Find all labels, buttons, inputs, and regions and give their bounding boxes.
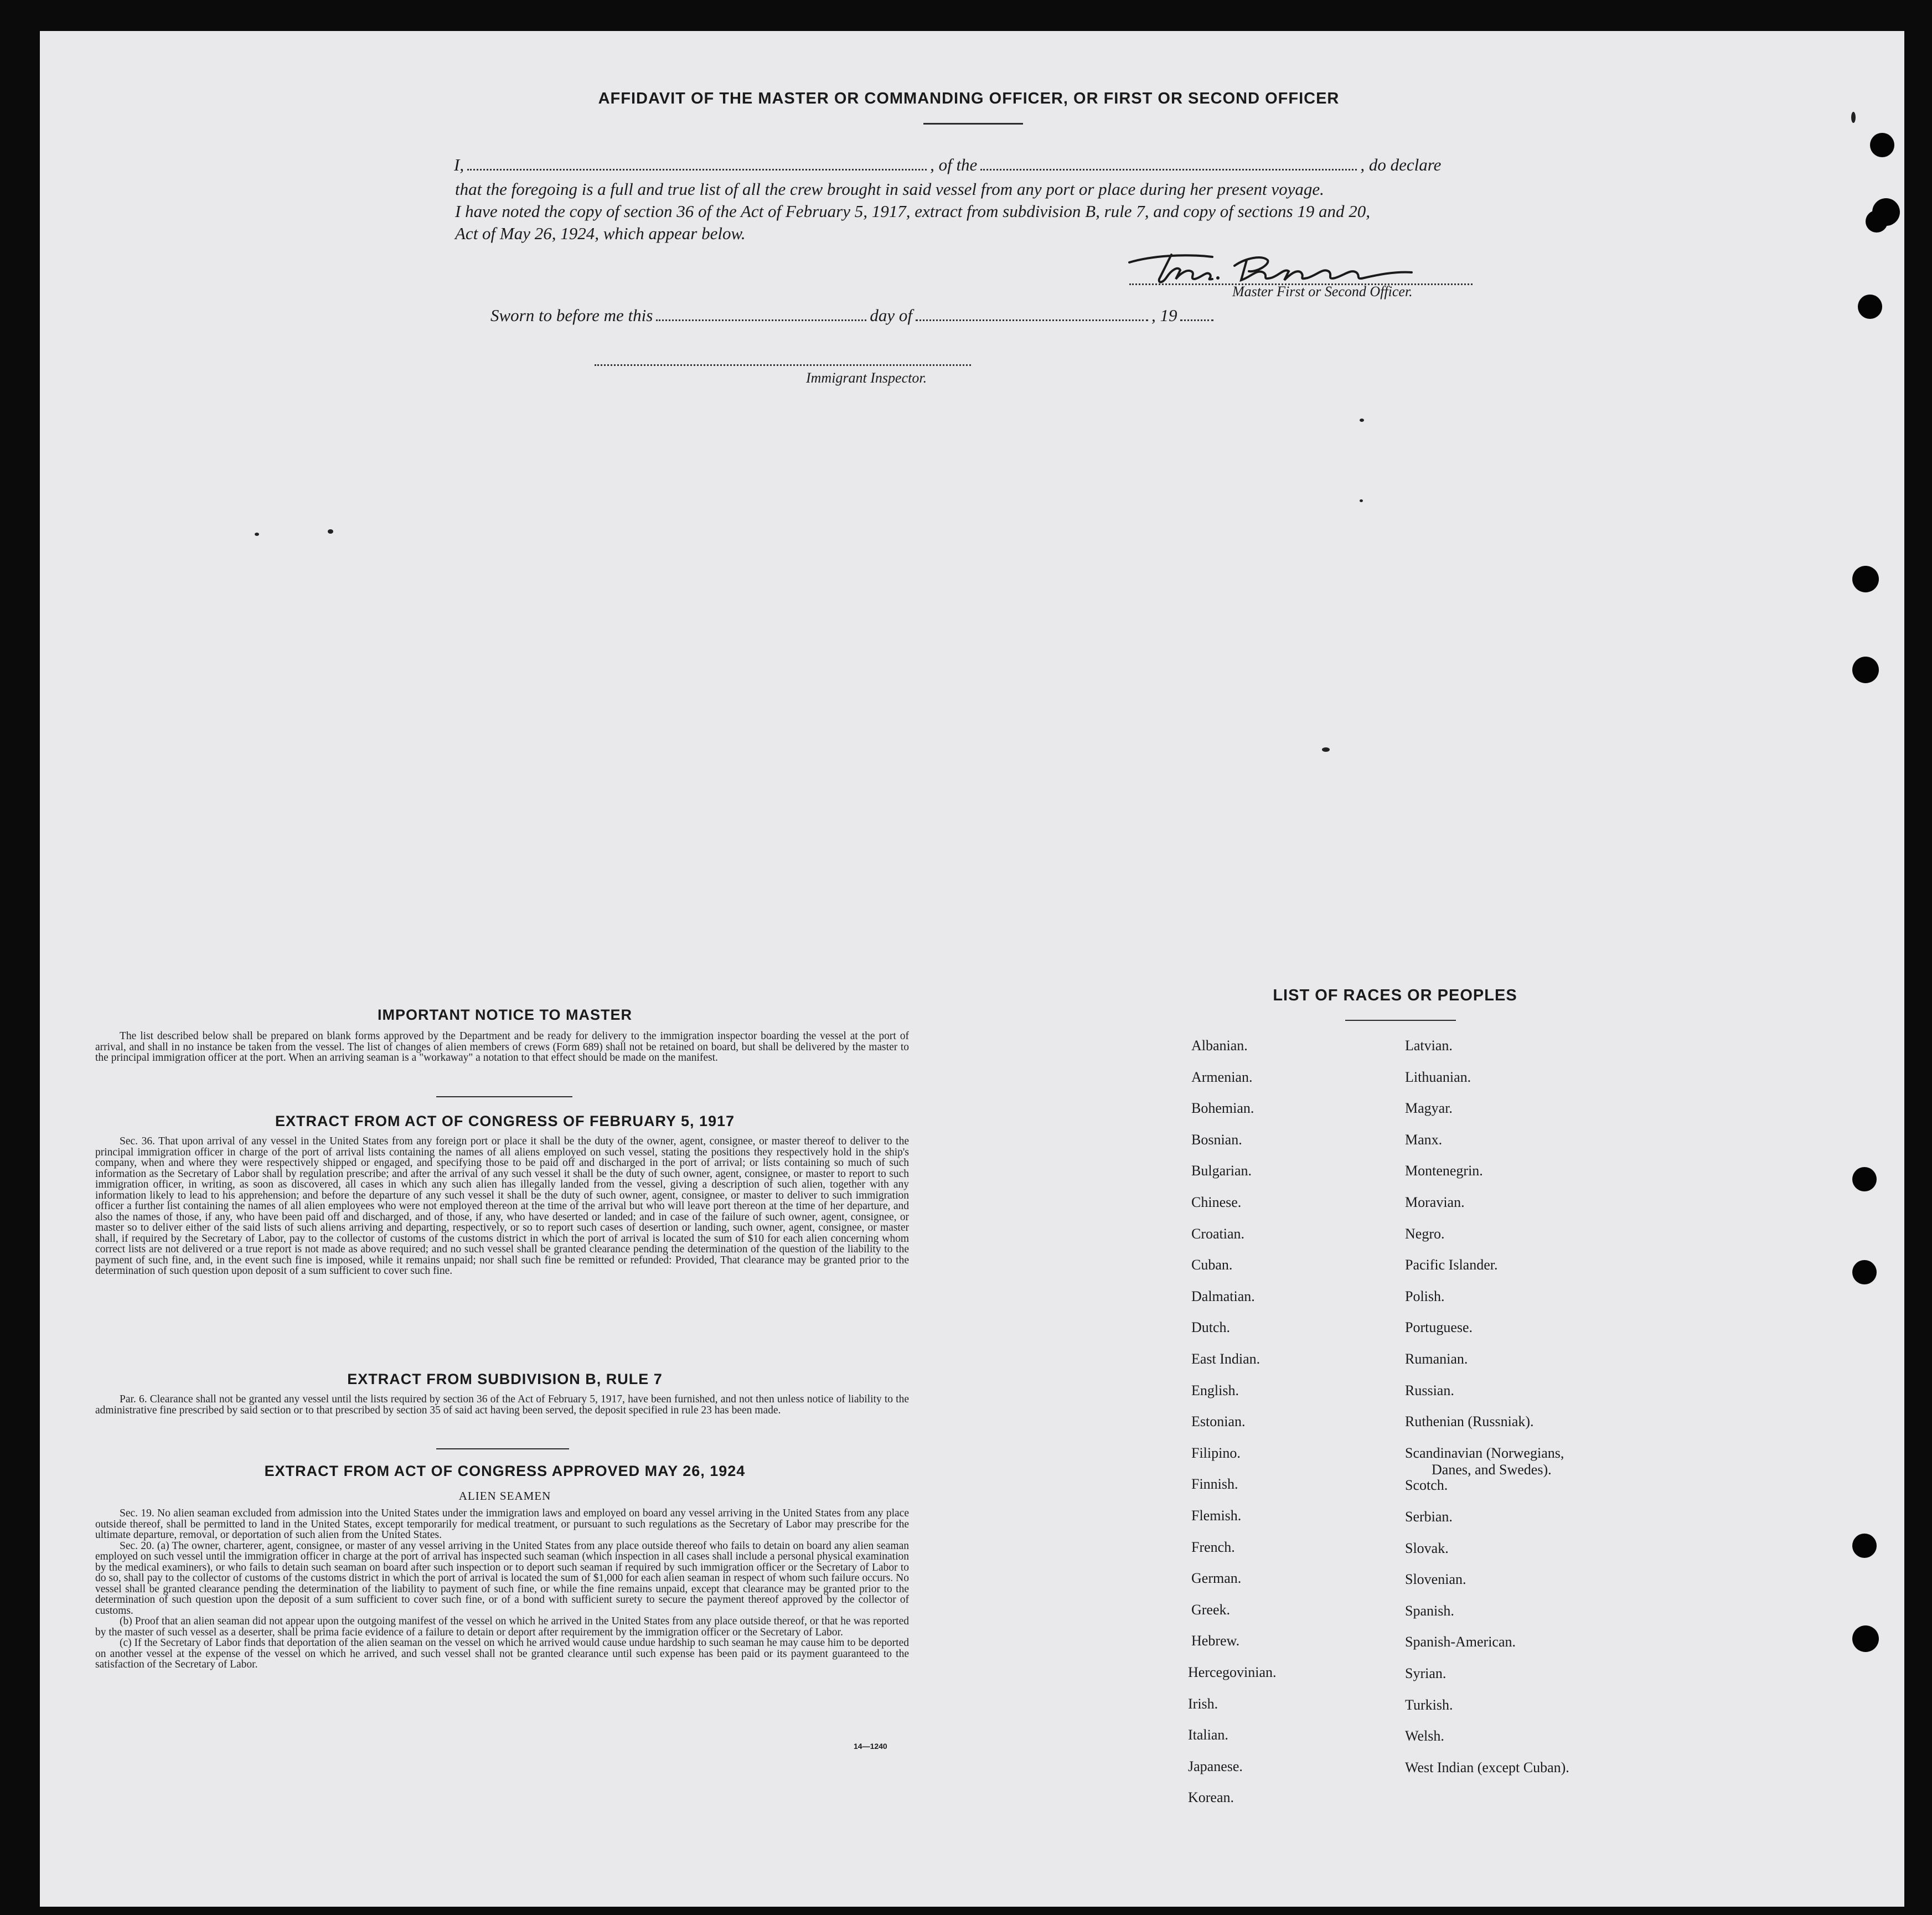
- inspector-signature-line: [595, 364, 971, 366]
- sworn-month-blank: [916, 319, 1148, 321]
- punch-hole: [1852, 1625, 1879, 1652]
- sworn-year-blank: [1180, 319, 1213, 321]
- sworn-day-blank: [656, 319, 866, 321]
- punch-hole: [1870, 133, 1894, 157]
- sec20a-paragraph: Sec. 20. (a) The owner, charterer, agent, consignee, or master of any vessel arriving in the United States from any place outside thereof who fails to detain on board any alien seaman employed on such vessel until the immigration officer in charge at the port of arrival has inspected such seaman (which inspection in all cases shall include a personal physical examination by the medical examiners), or who fails to detain such seaman on board after such inspection or to deport such seaman if required by such immigration officer or the Secretary of Labor to do so, shall pay to the collector of customs of the customs district in which the port of arrival is located the sum of $1,000 for each alien seaman in respect of whom such failure occurs. No vessel shall be granted clearance pending the determination of the liability to payment of such fine, or while the fine remains unpaid, except that clearance may be granted prior to the determination of such question upon the deposit of a sum sufficient to cover such fine, or of a bond with sufficient surety to secure the payment thereof approved by the collector of customs.: [95, 1540, 909, 1617]
- race-item: Bohemian.: [1191, 1100, 1254, 1116]
- do-declare-label: , do declare: [1360, 155, 1442, 174]
- race-item: German.: [1191, 1570, 1242, 1586]
- race-item: Armenian.: [1191, 1069, 1253, 1085]
- race-item: Pacific Islander.: [1405, 1257, 1498, 1273]
- race-item: Flemish.: [1191, 1508, 1242, 1524]
- race-item: Japanese.: [1188, 1758, 1243, 1774]
- race-item: Greek.: [1191, 1602, 1231, 1618]
- race-item: Turkish.: [1405, 1697, 1453, 1713]
- ink-speck: [1851, 112, 1856, 123]
- race-item: Bulgarian.: [1191, 1163, 1252, 1179]
- race-item: Syrian.: [1405, 1665, 1447, 1681]
- inspector-caption: Immigrant Inspector.: [806, 370, 927, 386]
- race-item: Negro.: [1405, 1226, 1445, 1242]
- extract-1924-text: [95, 1508, 909, 1670]
- affidavit-text-line-2: that the foregoing is a full and true list of all the crew brought in said vessel from any port or place during her present voyage.: [455, 179, 1324, 199]
- race-item: Russian.: [1405, 1382, 1454, 1398]
- race-item: Dalmatian.: [1191, 1288, 1255, 1304]
- section-divider: [436, 1096, 572, 1097]
- punch-hole: [1858, 295, 1882, 319]
- race-item: Hercegovinian.: [1188, 1664, 1277, 1680]
- sec20c-paragraph: (c) If the Secretary of Labor finds that deportation of the alien seaman on the vessel on which he arrived would cause undue hardship to such seaman he may cause him to be deported on another vessel at the expense of the vessel on which he arrived, and such vessel shall not be granted clearance until such expense has been paid or its payment guaranteed to the satisfaction of the Secretary of Labor.: [95, 1637, 909, 1670]
- race-item: Scandinavian (Norwegians,: [1405, 1445, 1564, 1461]
- ink-speck: [255, 533, 259, 536]
- race-item: Serbian.: [1405, 1509, 1453, 1525]
- race-item: Albanian.: [1191, 1037, 1248, 1054]
- race-item: Spanish-American.: [1405, 1634, 1516, 1650]
- punch-hole: [1852, 1260, 1877, 1284]
- race-item: Bosnian.: [1191, 1132, 1242, 1148]
- races-title: LIST OF RACES OR PEOPLES: [1273, 987, 1517, 1004]
- race-item: French.: [1191, 1539, 1235, 1555]
- race-item: Slovak.: [1405, 1540, 1449, 1556]
- section-divider: [436, 1448, 569, 1449]
- race-item: English.: [1191, 1382, 1239, 1398]
- punch-hole: [1852, 1534, 1877, 1558]
- race-item: Magyar.: [1405, 1100, 1453, 1116]
- extract-1924-title: EXTRACT FROM ACT OF CONGRESS APPROVED MAY 26, 1924: [264, 1463, 746, 1479]
- race-item: Manx.: [1405, 1132, 1443, 1148]
- form-number: 14—1240: [854, 1742, 887, 1751]
- master-signature: [1118, 244, 1473, 288]
- sworn-day-of: day of: [870, 306, 912, 325]
- par6-paragraph: Par. 6. Clearance shall not be granted any vessel until the lists required by section 36 of the Act of February 5, 1917, have been furnished, and not then unless notice of liability to the administrative fine prescribed by said section or to that prescribed by section 35 of said act having been served, the deposit specified in rule 23 has been made.: [95, 1393, 909, 1416]
- race-item: Portuguese.: [1405, 1319, 1473, 1335]
- sec19-paragraph: Sec. 19. No alien seaman excluded from admission into the United States under the immigration laws and employed on board any vessel arriving in the United States from any place outside thereof, shall be permitted to land in the United States, except temporarily for medical treatment, or pursuant to such regulations as the Secretary of Labor may prescribe for the ultimate departure, removal, or deportation of such alien from the United States.: [95, 1508, 909, 1541]
- race-item: East Indian.: [1191, 1351, 1261, 1367]
- race-item: Italian.: [1188, 1727, 1228, 1743]
- race-item: Polish.: [1405, 1288, 1445, 1304]
- race-item: Moravian.: [1405, 1194, 1465, 1210]
- extract-1917-title: EXTRACT FROM ACT OF CONGRESS OF FEBRUARY 5, 1917: [275, 1113, 735, 1129]
- affidavit-title: AFFIDAVIT OF THE MASTER OR COMMANDING OFFICER, OR FIRST OR SECOND OFFICER: [598, 90, 1340, 107]
- race-item: Montenegrin.: [1405, 1163, 1483, 1179]
- race-item: Filipino.: [1191, 1445, 1241, 1461]
- affidavit-text-line-4: Act of May 26, 1924, which appear below.: [455, 224, 746, 243]
- extract-1917-text: [95, 1136, 909, 1277]
- race-item: Korean.: [1188, 1789, 1234, 1805]
- punch-hole: [1852, 657, 1879, 683]
- sworn-line: [490, 306, 1265, 326]
- race-item: Irish.: [1188, 1696, 1218, 1712]
- race-item: Ruthenian (Russniak).: [1405, 1413, 1534, 1429]
- race-item: Rumanian.: [1405, 1351, 1468, 1367]
- vessel-blank: [980, 169, 1357, 171]
- notice-text: [95, 1031, 909, 1064]
- race-item: Welsh.: [1405, 1728, 1444, 1744]
- name-blank: [467, 169, 927, 171]
- notice-paragraph: The list described below shall be prepared on blank forms approved by the Department and be ready for delivery to the immigration inspector boarding the vessel at the port of arrival, and shall in no instance be taken from the vessel. The list of changes of alien members of crews (Form 689) shall not be retained on board, but shall be delivered by the master to the principal immigration officer at the port. When an arriving seaman is a "workaway" a notation to that effect should be made on the manifest.: [95, 1030, 909, 1064]
- ink-speck: [1360, 419, 1364, 422]
- punch-hole: [1866, 210, 1888, 233]
- sec20b-paragraph: (b) Proof that an alien seaman did not appear upon the outgoing manifest of the vessel on which he arrived in the United States from any place outside thereof, or that he was reported by the master of such vessel as a deserter, shall be prima facie evidence of a failure to detain or deport after requirement by the immigration officer or the Secretary of Labor.: [95, 1615, 909, 1638]
- punch-hole: [1852, 1167, 1877, 1191]
- races-title-underline: [1345, 1020, 1456, 1021]
- race-item: Cuban.: [1191, 1257, 1233, 1273]
- race-item: Dutch.: [1191, 1319, 1231, 1335]
- race-item: Latvian.: [1405, 1037, 1453, 1054]
- signer-caption: Master First or Second Officer.: [1232, 283, 1413, 300]
- race-item: Chinese.: [1191, 1194, 1242, 1210]
- race-item: Scotch.: [1405, 1477, 1448, 1493]
- sec36-paragraph: Sec. 36. That upon arrival of any vessel in the United States from any foreign port or place it shall be the duty of the owner, agent, consignee, or master thereof to deliver to the principal immigration officer in charge of the port of arrival lists containing the names of all aliens employed on such vessel, stating the positions they respectively hold in the ship's company, when and where they were respectively shipped or engaged, and specifying those to be paid off and discharged in the port of arrival; or lists containing so much of such information as the Secretary of Labor shall by regulation prescribe; and after the arrival of any such vessel it shall be the duty of such owner, agent, consignee, or master to report to such immigration officer, in writing, as soon as discovered, all cases in which any such alien has illegally landed from the vessel, giving a description of such alien, together with any information likely to lead to his apprehension; and before the departure of any such vessel it shall be the duty of such owner, agent, consignee, or master to deliver to such immigration officer a further list containing the names of all alien employees who were not employed thereon at the time of the arrival but who will leave port thereon at the time of her departure, and also the names of those, if any, who have been paid off and discharged, and of those, if any, who have deserted or landed; and in case of the failure of such owner, agent, consignee, or master so to deliver either of the said lists of such aliens arriving and departing, respectively, or so to report such cases of desertion or landing, such owner, agent, consignee, or master shall, if required by the Secretary of Labor, pay to the collector of customs of the customs district in which the port of arrival is located the sum of $10 for each alien concerning whom correct lists are not delivered or a true report is not made as above required; and no such vessel shall be granted clearance pending the determination of the question of the liability to the payment of such fine, and, in the event such fine is imposed, while it remains unpaid; nor shall such fine be remitted or refunded: Provided, That clearance may be granted prior to the determination of such question upon deposit of a sum sufficient to cover such fine.: [95, 1135, 909, 1277]
- affidavit-declaration-line: [454, 155, 1495, 175]
- race-item: Croatian.: [1191, 1226, 1245, 1242]
- race-item: Slovenian.: [1405, 1571, 1466, 1587]
- title-underline: [923, 123, 1023, 125]
- race-item: Estonian.: [1191, 1413, 1246, 1429]
- sworn-prefix: Sworn to before me this: [490, 306, 653, 325]
- race-item: Hebrew.: [1191, 1633, 1240, 1649]
- rule7-title: EXTRACT FROM SUBDIVISION B, RULE 7: [347, 1371, 663, 1387]
- race-item: West Indian (except Cuban).: [1405, 1759, 1569, 1775]
- alien-seamen-subtitle: ALIEN SEAMEN: [458, 1489, 551, 1503]
- ink-speck: [328, 529, 333, 534]
- notice-title: IMPORTANT NOTICE TO MASTER: [378, 1006, 632, 1023]
- rule7-text: [95, 1394, 909, 1416]
- race-item: Lithuanian.: [1405, 1069, 1471, 1085]
- affidavit-i-label: I,: [454, 155, 464, 174]
- race-item: Danes, and Swedes).: [1432, 1462, 1552, 1478]
- punch-hole: [1852, 566, 1879, 592]
- race-item: Finnish.: [1191, 1476, 1238, 1492]
- of-the-label: , of the: [930, 155, 978, 174]
- ink-speck: [1322, 747, 1330, 752]
- ink-speck: [1360, 499, 1363, 502]
- sworn-year: , 19: [1151, 306, 1177, 325]
- race-item: Spanish.: [1405, 1603, 1454, 1619]
- affidavit-text-line-3: I have noted the copy of section 36 of the Act of February 5, 1917, extract from subdivision B, rule 7, and copy of sections 19 and 20,: [455, 202, 1371, 221]
